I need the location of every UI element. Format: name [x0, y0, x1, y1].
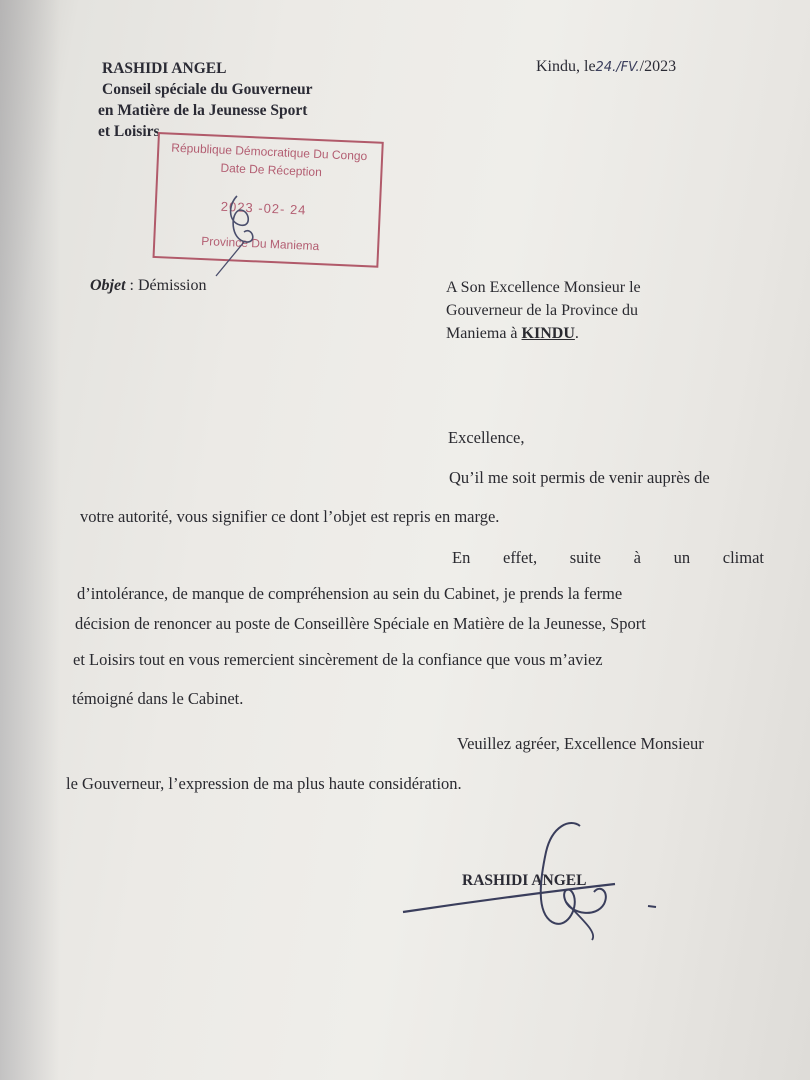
stamp-title: Date De Réception	[220, 160, 323, 180]
p2-word: suite	[569, 548, 601, 567]
closing-line2: le Gouverneur, l’expression de ma plus haute considération.	[66, 774, 462, 793]
closing-line1: Veuillez agréer, Excellence Monsieur	[457, 734, 704, 753]
recipient-line3	[446, 322, 641, 345]
paragraph2-line3: décision de renoncer au poste de Conseillère Spéciale en Matière de la Jeunesse, Sport	[75, 614, 646, 633]
sender-block	[98, 58, 313, 142]
letter-date	[536, 58, 676, 76]
date-handwritten: 24./FV.	[595, 60, 640, 75]
p2-word: climat	[722, 548, 764, 567]
p2-word: un	[673, 548, 691, 567]
paragraph2-line1	[452, 548, 764, 568]
p2-word: En	[452, 548, 471, 567]
subject-separator: :	[125, 277, 138, 294]
sender-name: RASHIDI ANGEL	[102, 60, 227, 77]
stamp-province: Province Du Maniema	[200, 233, 320, 254]
paragraph2-line4: et Loisirs tout en vous remercient sincèrement de la confiance que vous m’aviez	[73, 650, 603, 669]
paragraph1-line1: Qu’il me soit permis de venir auprès de	[449, 468, 710, 487]
signature-hook	[566, 902, 593, 940]
sender-title-line2: en Matière de la Jeunesse Sport	[98, 102, 308, 119]
date-prefix: Kindu, le	[536, 58, 596, 75]
paragraph1-line2: votre autorité, vous signifier ce dont l’objet est repris en marge.	[80, 507, 500, 526]
sender-title-line3: et Loisirs	[98, 123, 160, 140]
recipient-city: KINDU	[521, 325, 575, 342]
subject-line	[90, 277, 206, 295]
page-shadow	[0, 0, 60, 1080]
recipient-line2: Gouverneur de la Province du	[446, 302, 638, 319]
stamp-date: 2023 -02- 24	[220, 198, 307, 218]
signature-name: RASHIDI ANGEL	[462, 872, 587, 889]
recipient-block	[446, 276, 641, 345]
signature-dash	[648, 906, 656, 907]
p2-word: effet,	[503, 548, 538, 567]
date-year: /2023	[639, 58, 677, 75]
p2-word: à	[633, 548, 641, 567]
sender-title-line1: Conseil spéciale du Gouverneur	[102, 81, 313, 98]
recipient-line3-suffix: .	[574, 325, 579, 342]
paragraph2-line5: témoigné dans le Cabinet.	[72, 689, 244, 708]
paragraph2-line2: d’intolérance, de manque de compréhension au sein du Cabinet, je prends la ferme	[77, 584, 623, 603]
reception-stamp	[153, 132, 384, 268]
recipient-line1: A Son Excellence Monsieur le	[446, 279, 641, 296]
salutation: Excellence,	[448, 428, 525, 447]
stamp-country: République Démocratique Du Congo	[171, 140, 368, 164]
recipient-line3-prefix: Maniema à	[446, 325, 522, 342]
subject-value: Démission	[138, 277, 207, 294]
subject-label: Objet	[90, 277, 126, 294]
